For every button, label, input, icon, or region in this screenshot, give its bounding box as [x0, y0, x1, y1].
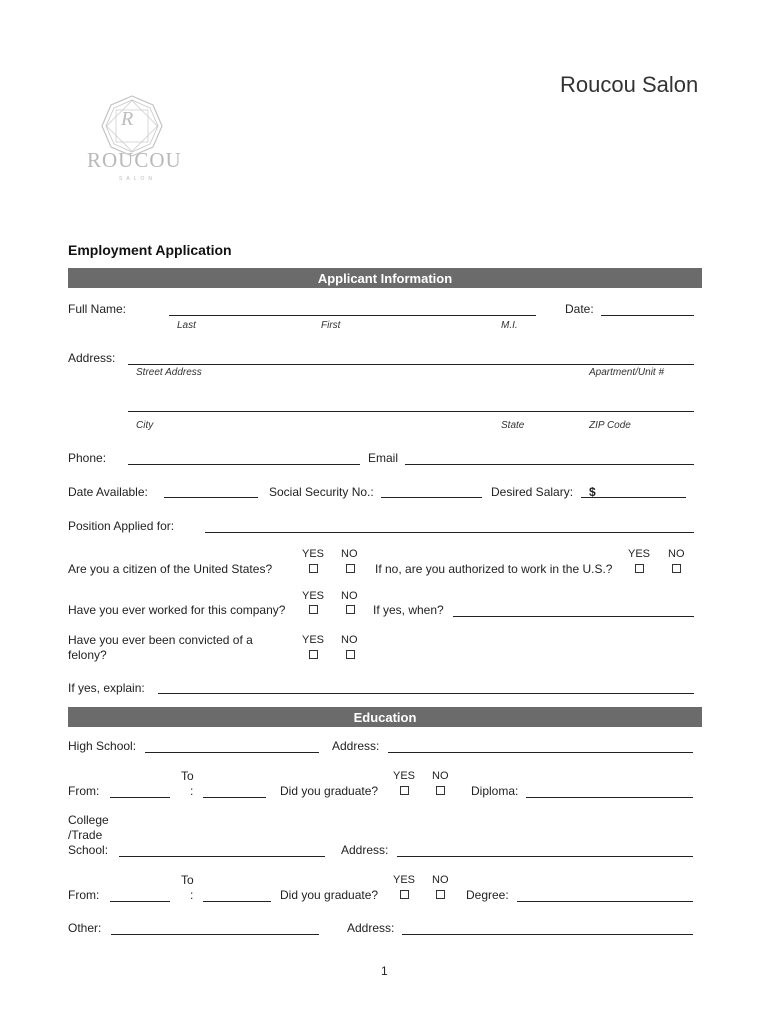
degree-field[interactable]: [517, 901, 693, 902]
college-graduate-question: Did you graduate?: [280, 888, 379, 902]
diploma-field[interactable]: [526, 797, 693, 798]
desired-salary-label: Desired Salary:: [491, 485, 574, 499]
ssn-field[interactable]: [381, 497, 482, 498]
citizen-no-checkbox[interactable]: [346, 564, 355, 573]
authorized-question: If no, are you authorized to work in the U.S.?: [375, 562, 613, 576]
section-header-applicant: Applicant Information: [68, 268, 702, 288]
college-label-line3: School:: [68, 843, 109, 857]
apartment-caption: Apartment/Unit #: [589, 367, 665, 378]
authorized-no-checkbox[interactable]: [672, 564, 681, 573]
logo-initial: R: [121, 108, 134, 130]
hs-grad-yes-checkbox[interactable]: [400, 786, 409, 795]
zip-caption: ZIP Code: [589, 420, 631, 431]
felony-no-label: NO: [341, 634, 358, 646]
college-grad-yes-checkbox[interactable]: [400, 890, 409, 899]
date-available-field[interactable]: [164, 497, 258, 498]
date-label: Date:: [565, 302, 594, 316]
authorized-yes-label: YES: [628, 548, 651, 560]
explain-field[interactable]: [158, 693, 694, 694]
hs-from-field[interactable]: [110, 797, 170, 798]
position-label: Position Applied for:: [68, 519, 175, 533]
full-name-label: Full Name:: [68, 302, 127, 316]
hs-to-colon: :: [190, 784, 194, 798]
citizen-no-label: NO: [341, 548, 358, 560]
phone-field[interactable]: [128, 464, 360, 465]
worked-yes-label: YES: [302, 590, 325, 602]
city-caption: City: [136, 420, 154, 431]
salon-name: Roucou Salon: [560, 72, 699, 97]
page-number: 1: [381, 964, 388, 978]
hs-grad-yes-label: YES: [393, 770, 416, 782]
college-grad-yes-label: YES: [393, 874, 416, 886]
worked-no-label: NO: [341, 590, 358, 602]
explain-label: If yes, explain:: [68, 681, 145, 695]
hs-from-label: From:: [68, 784, 100, 798]
college-to-colon: :: [190, 888, 194, 902]
date-available-label: Date Available:: [68, 485, 148, 499]
desired-salary-field[interactable]: [581, 497, 686, 498]
hs-grad-no-checkbox[interactable]: [436, 786, 445, 795]
date-field[interactable]: [601, 315, 694, 316]
state-caption: State: [501, 420, 525, 431]
email-label: Email: [368, 451, 399, 465]
college-grad-no-checkbox[interactable]: [436, 890, 445, 899]
logo-subtext: SALON: [119, 176, 156, 182]
worked-no-checkbox[interactable]: [346, 605, 355, 614]
street-address-caption: Street Address: [136, 367, 202, 378]
authorized-no-label: NO: [668, 548, 685, 560]
authorized-yes-checkbox[interactable]: [635, 564, 644, 573]
college-from-field[interactable]: [110, 901, 170, 902]
last-name-caption: Last: [177, 320, 196, 331]
college-to-label: To: [181, 873, 194, 887]
worked-question: Have you ever worked for this company?: [68, 603, 286, 617]
citizen-yes-label: YES: [302, 548, 325, 560]
middle-initial-caption: M.I.: [501, 320, 518, 331]
college-to-field[interactable]: [203, 901, 271, 902]
full-name-field[interactable]: [169, 315, 536, 316]
citizen-question: Are you a citizen of the United States?: [68, 562, 273, 576]
college-address-label: Address:: [341, 843, 389, 857]
felony-yes-checkbox[interactable]: [309, 650, 318, 659]
email-field[interactable]: [405, 464, 694, 465]
diploma-label: Diploma:: [471, 784, 519, 798]
position-field[interactable]: [205, 532, 694, 533]
city-state-zip-field[interactable]: [128, 411, 694, 412]
degree-label: Degree:: [466, 888, 509, 902]
felony-yes-label: YES: [302, 634, 325, 646]
felony-no-checkbox[interactable]: [346, 650, 355, 659]
when-label: If yes, when?: [373, 603, 444, 617]
other-field[interactable]: [111, 934, 319, 935]
ssn-label: Social Security No.:: [269, 485, 374, 499]
section-header-education: Education: [68, 707, 702, 727]
when-field[interactable]: [453, 616, 694, 617]
college-field[interactable]: [119, 856, 325, 857]
worked-yes-checkbox[interactable]: [309, 605, 318, 614]
logo-wordmark: ROUCOU: [87, 148, 182, 172]
phone-label: Phone:: [68, 451, 107, 465]
high-school-address-field[interactable]: [388, 752, 693, 753]
felony-question-line2: felony?: [68, 648, 107, 662]
college-address-field[interactable]: [397, 856, 693, 857]
college-label-line1: College: [68, 813, 109, 827]
other-address-label: Address:: [347, 921, 395, 935]
hs-grad-no-label: NO: [432, 770, 449, 782]
street-address-field[interactable]: [128, 364, 694, 365]
college-from-label: From:: [68, 888, 100, 902]
salary-currency: $: [589, 485, 596, 499]
hs-graduate-question: Did you graduate?: [280, 784, 379, 798]
college-label-line2: /Trade: [68, 828, 103, 842]
page-title: Employment Application: [68, 242, 232, 258]
first-name-caption: First: [321, 320, 341, 331]
citizen-yes-checkbox[interactable]: [309, 564, 318, 573]
college-grad-no-label: NO: [432, 874, 449, 886]
address-label: Address:: [68, 351, 116, 365]
high-school-field[interactable]: [145, 752, 319, 753]
hs-to-field[interactable]: [203, 797, 266, 798]
high-school-address-label: Address:: [332, 739, 380, 753]
other-label: Other:: [68, 921, 102, 935]
other-address-field[interactable]: [402, 934, 693, 935]
hs-to-label: To: [181, 769, 194, 783]
felony-question-line1: Have you ever been convicted of a: [68, 633, 253, 647]
high-school-label: High School:: [68, 739, 137, 753]
